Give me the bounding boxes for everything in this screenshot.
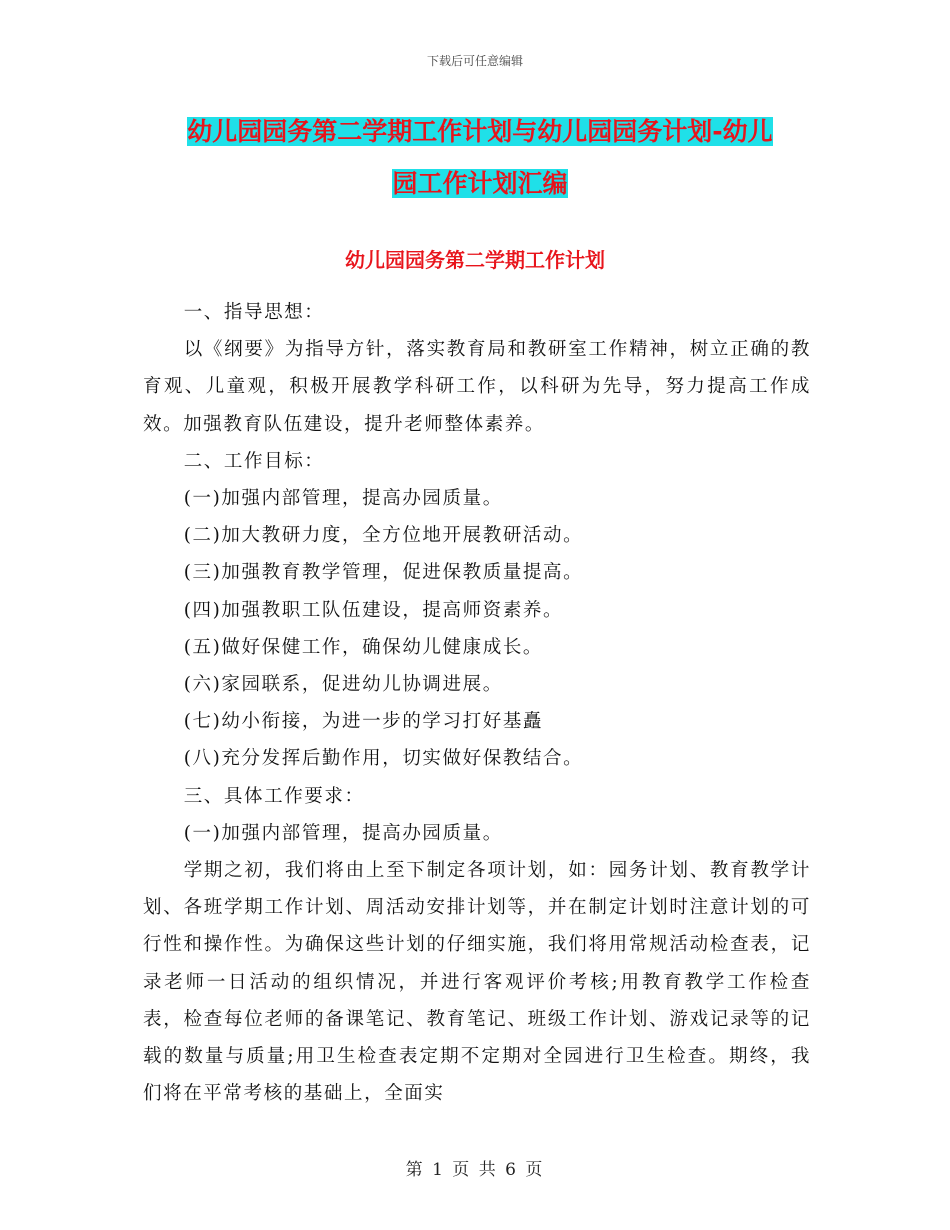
goal-item-5: (五)做好保健工作，确保幼儿健康成长。 xyxy=(183,636,544,658)
title-line-1: 幼儿园园务第二学期工作计划与幼儿园园务计划-幼儿 xyxy=(187,117,773,146)
goal-item-7: (七)幼小衔接，为进一步的学习打好基矗 xyxy=(183,711,544,733)
title-line-2: 园工作计划汇编 xyxy=(392,169,568,198)
goal-item-8: (八)充分发挥后勤作用，切实做好保教结合。 xyxy=(183,748,584,770)
document-body xyxy=(143,294,811,1112)
document-title xyxy=(150,106,810,210)
heading-work-requirements: 三、具体工作要求： xyxy=(183,785,365,807)
requirement-item-1: (一)加强内部管理，提高办园质量。 xyxy=(183,822,503,844)
paragraph-guiding-thought: 以《纲要》为指导方针，落实教育局和教研室工作精神，树立正确的教育观、儿童观，积极开展教学科研工作，以科研为先导，努力提高工作成效。加强教育队伍建设，提升老师整体素养。 xyxy=(143,339,811,435)
header-note: 下载后可任意编辑 xyxy=(426,54,523,68)
goal-item-2: (二)加大教研力度，全方位地开展教研活动。 xyxy=(183,525,584,547)
heading-work-goals: 二、工作目标： xyxy=(183,450,325,472)
paragraph-requirement-detail: 学期之初，我们将由上至下制定各项计划，如：园务计划、教育教学计划、各班学期工作计划、周活动安排计划等，并在制定计划时注意计划的可行性和操作性。为确保这些计划的仔细实施，我们将用常规活动检查表，记录老师一日活动的组织情况，并进行客观评价考核;用教育教学工作检查表，检查每位老师的备课笔记、教育笔记、班级工作计划、游戏记录等的记载的数量与质量;用卫生检查表定期不定期对全园进行卫生检查。期终，我们将在平常考核的基础上，全面实 xyxy=(143,860,811,1105)
goal-item-1: (一)加强内部管理，提高办园质量。 xyxy=(183,488,503,510)
goal-item-3: (三)加强教育教学管理，促进保教质量提高。 xyxy=(183,562,584,584)
heading-guiding-thought: 一、指导思想： xyxy=(183,302,325,323)
goal-item-6: (六)家园联系，促进幼儿协调进展。 xyxy=(183,674,503,696)
page-footer: 第 1 页 共 6 页 xyxy=(405,1160,545,1180)
goal-item-4: (四)加强教职工队伍建设，提高师资素养。 xyxy=(183,599,564,621)
section-title: 幼儿园园务第二学期工作计划 xyxy=(345,248,605,272)
